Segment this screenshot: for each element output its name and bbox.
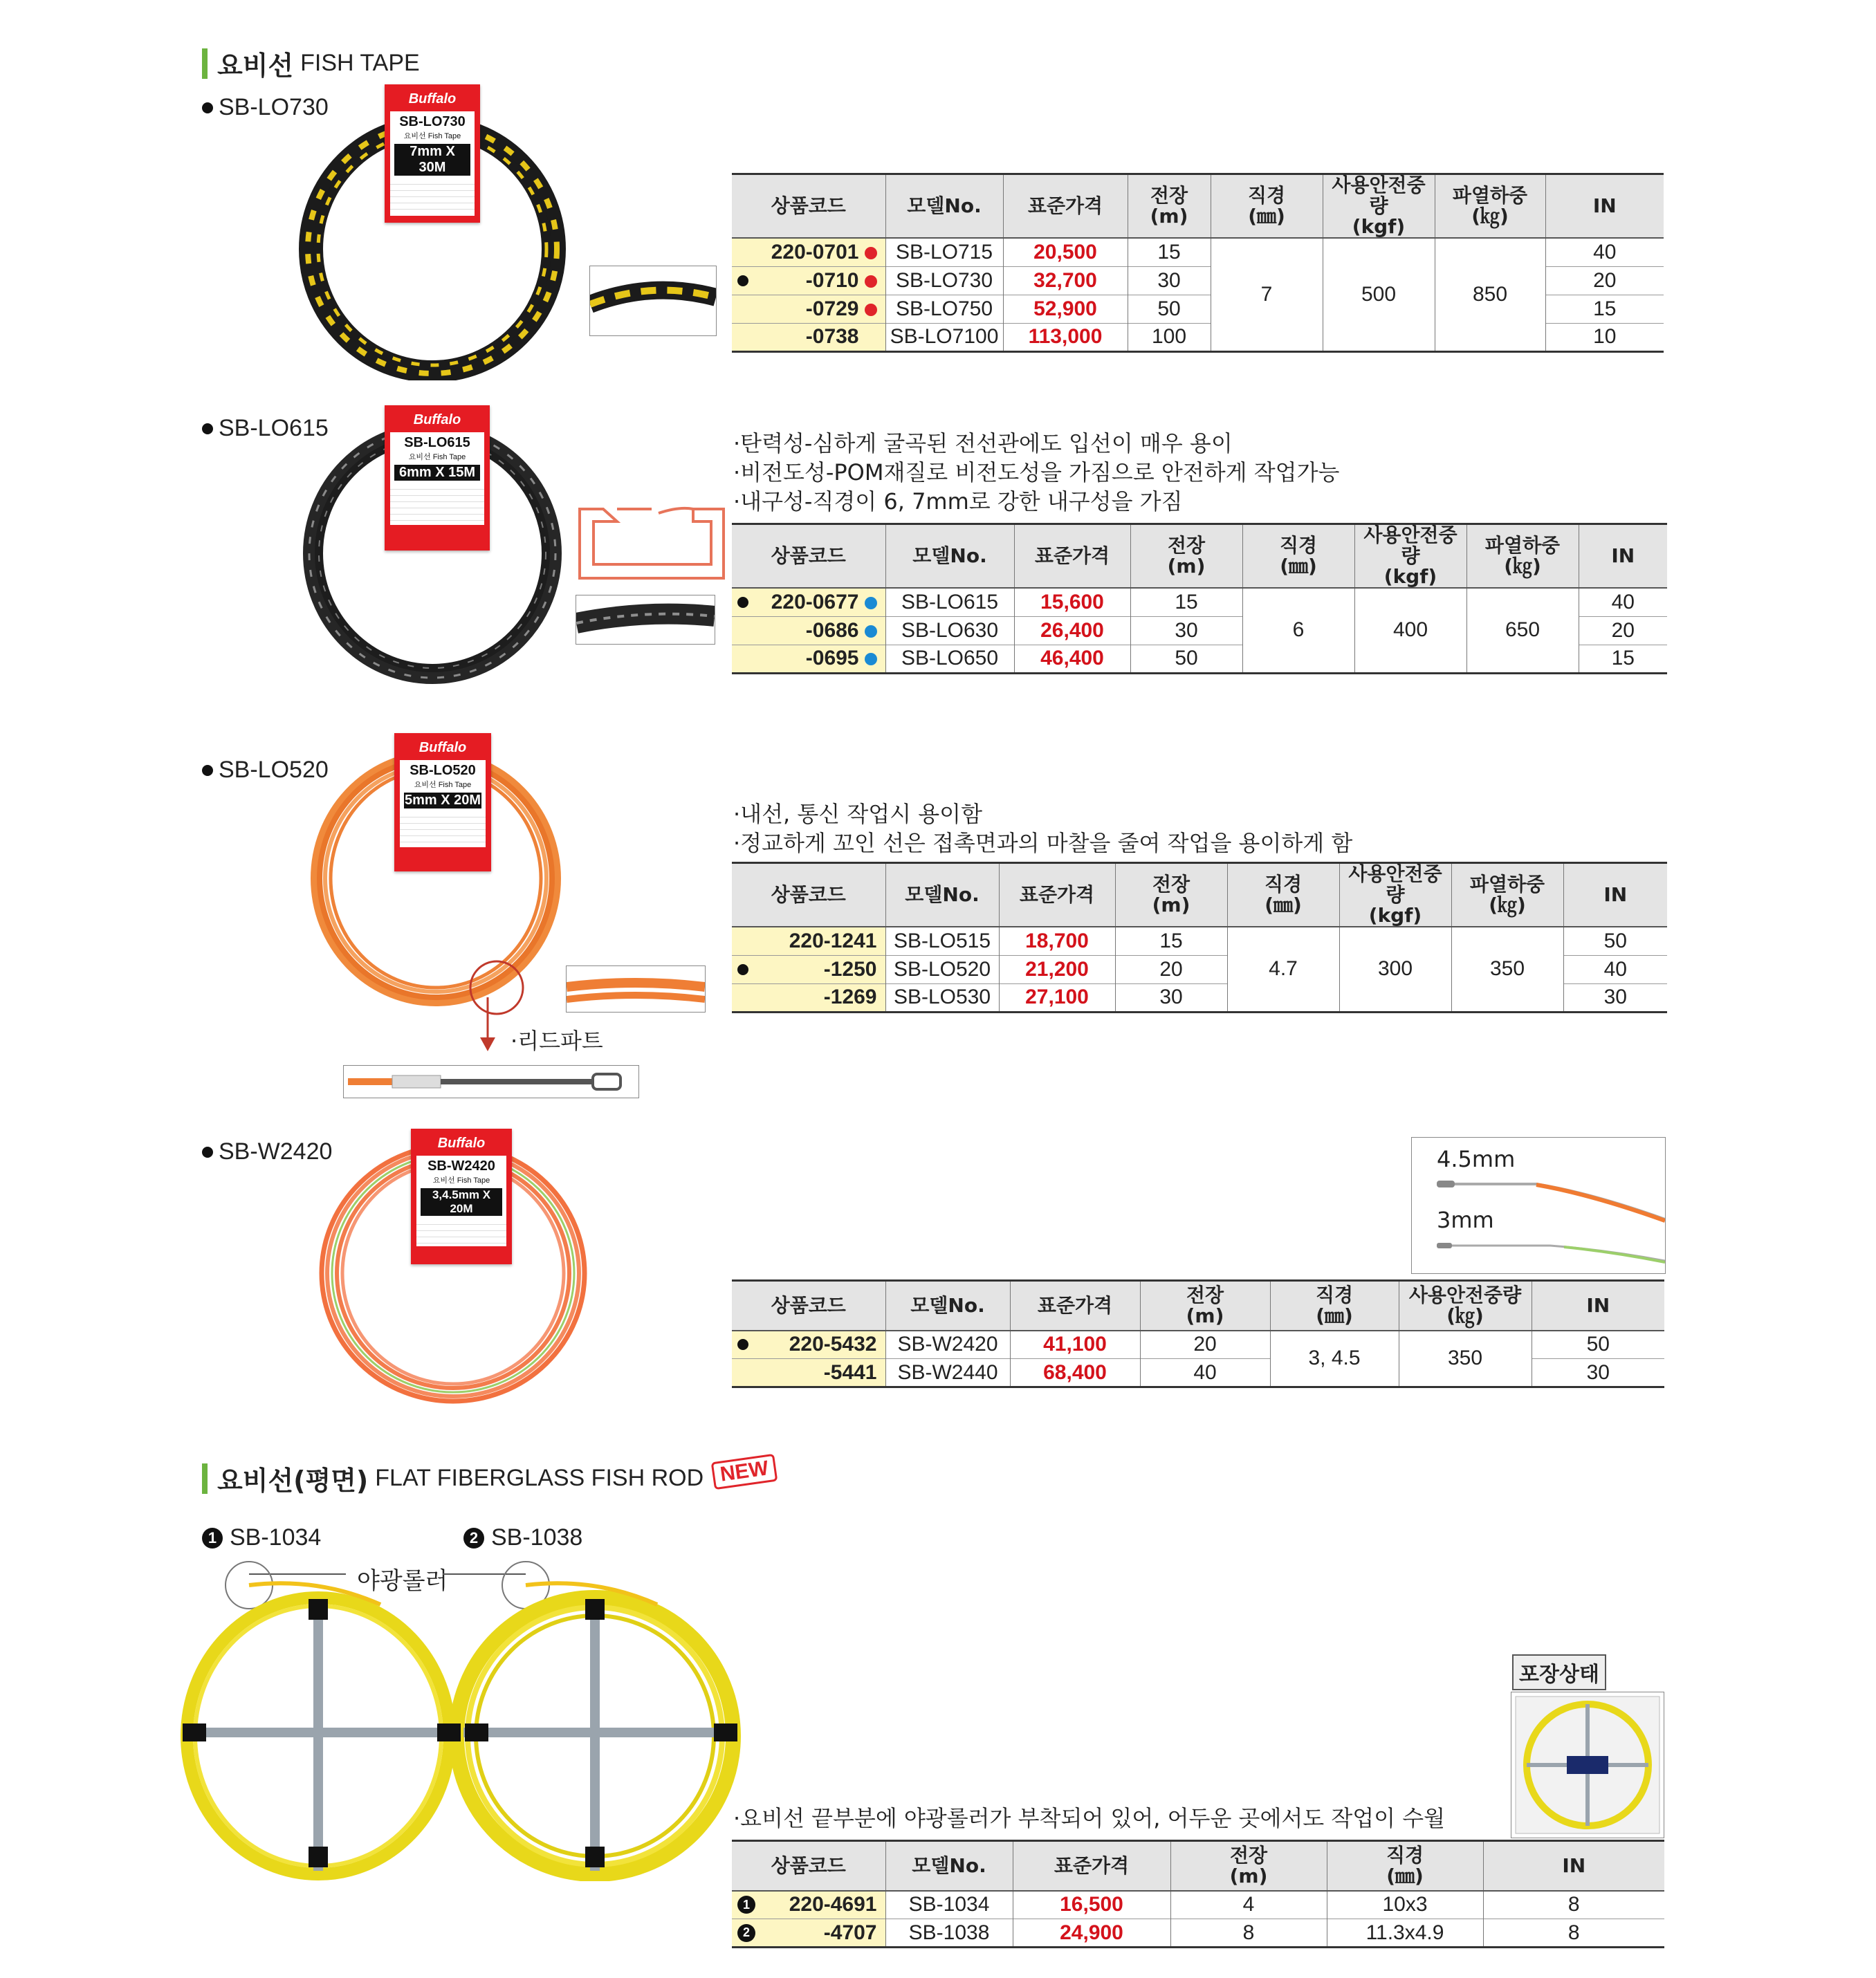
header-in: IN: [1483, 1841, 1664, 1891]
product-model: SB-1034: [230, 1524, 322, 1551]
cell-code: 1 220-4691: [732, 1891, 885, 1919]
bullet-dot: [202, 765, 213, 776]
cell-code: -1250: [732, 955, 885, 983]
cell-safe-load: 300: [1339, 927, 1451, 1012]
bullet-dot: [202, 1147, 213, 1158]
cell-model: SB-LO630: [885, 616, 1014, 645]
spec-table-lo6: [732, 523, 1667, 674]
cell-price: 27,100: [999, 983, 1115, 1012]
header-length: 전장 (m): [1170, 1841, 1327, 1891]
product-label-sb1038: [463, 1524, 582, 1551]
tag-spec-table: [416, 1219, 506, 1244]
cell-in: 20: [1545, 266, 1664, 295]
bullet-dot: [737, 597, 748, 608]
cell-length: 40: [1140, 1359, 1270, 1387]
feature-item: ·내구성-직경이 6, 7mm로 강한 내구성을 가짐: [733, 488, 1183, 515]
tag-size: 7mm X 30M: [394, 144, 470, 176]
header-in: IN: [1563, 863, 1667, 927]
header-length: 전장 (m): [1115, 863, 1227, 927]
fish-tape-black-detail-image: [576, 595, 715, 645]
cell-code: -5441: [732, 1359, 885, 1387]
tag-size: 3,4.5mm X 20M: [421, 1188, 502, 1216]
bullet-dot: [737, 1339, 748, 1350]
header-model: 모델No.: [885, 1841, 1013, 1891]
product-model: SB-LO520: [219, 757, 329, 783]
cell-in: 30: [1532, 1359, 1664, 1387]
section-title-ko: 요비선: [217, 50, 294, 81]
cell-code: -1269: [732, 983, 885, 1012]
cell-price: 20,500: [1003, 238, 1128, 266]
cell-in: 20: [1579, 616, 1667, 645]
header-length: 전장 (m): [1130, 524, 1242, 589]
header-price: 표준가격: [1003, 174, 1128, 239]
new-badge: NEW: [711, 1454, 778, 1490]
header-break-load: 파열하중 (㎏): [1466, 524, 1579, 589]
cell-code: 2 -4707: [732, 1919, 885, 1948]
cell-model: SB-W2420: [885, 1331, 1010, 1359]
tag-model: SB-LO730: [399, 114, 466, 129]
header-safe-load: 사용안전중량 (kgf): [1339, 863, 1451, 927]
w2420-tips-image: [1412, 1138, 1665, 1273]
tag-model: SB-LO520: [410, 763, 476, 778]
number-badge-1: 1: [202, 1528, 223, 1549]
cell-diameter: 4.7: [1227, 927, 1339, 1012]
red-dot-marker: [865, 304, 877, 316]
header-diameter: 직경 (㎜): [1327, 1841, 1483, 1891]
cell-price: 15,600: [1014, 588, 1130, 616]
size-label-3mm: 3mm: [1437, 1207, 1494, 1233]
cell-length: 100: [1128, 323, 1211, 351]
product-model: SB-1038: [491, 1524, 583, 1551]
tag-sub: 요비선 Fish Tape: [432, 1176, 490, 1185]
product-model: SB-LO615: [219, 415, 329, 441]
product-model: SB-LO730: [219, 94, 329, 120]
fish-tape-tip-hook-image: [576, 501, 729, 586]
section-title-en: FLAT FIBERGLASS FISH ROD: [375, 1465, 704, 1491]
cell-break-load: 650: [1466, 588, 1579, 673]
lead-part-label: ·리드파트: [511, 1028, 603, 1054]
cell-length: 50: [1128, 295, 1211, 323]
cell-price: 113,000: [1003, 323, 1128, 351]
header-code: 상품코드: [732, 863, 885, 927]
header-diameter: 직경 (㎜): [1211, 174, 1323, 239]
feature-item: ·정교하게 꼬인 선은 접촉면과의 마찰을 줄여 작업을 용이하게 함: [733, 830, 1353, 856]
spec-table-w24: [732, 1279, 1664, 1388]
cell-price: 68,400: [1010, 1359, 1140, 1387]
red-dot-marker: [865, 247, 877, 259]
spec-table-lo5: [732, 862, 1667, 1013]
cell-in: 50: [1532, 1331, 1664, 1359]
header-model: 모델No.: [885, 1281, 1010, 1331]
header-code: 상품코드: [732, 1841, 885, 1891]
tag-size: 5mm X 20M: [404, 793, 481, 808]
cell-price: 18,700: [999, 927, 1115, 955]
cell-price: 32,700: [1003, 266, 1128, 295]
cell-length: 50: [1130, 645, 1242, 673]
product-model: SB-W2420: [219, 1138, 333, 1165]
cell-in: 40: [1563, 955, 1667, 983]
cell-model: SB-LO515: [885, 927, 999, 955]
size-label-4-5mm: 4.5mm: [1437, 1146, 1516, 1172]
section-title-en: FISH TAPE: [300, 50, 420, 76]
product-tag-lo615: [385, 405, 490, 551]
header-length: 전장 (m): [1140, 1281, 1270, 1331]
cell-code: -0710: [732, 266, 885, 295]
header-in: IN: [1532, 1281, 1664, 1331]
number-badge-2: 2: [463, 1528, 484, 1549]
title-accent-bar: [202, 48, 208, 79]
cell-code: 220-5432: [732, 1331, 885, 1359]
cell-in: 10: [1545, 323, 1664, 351]
cell-length: 30: [1115, 983, 1227, 1012]
spec-table-flat: [732, 1840, 1664, 1948]
header-model: 모델No.: [885, 524, 1014, 589]
cell-model: SB-1038: [885, 1919, 1013, 1948]
cell-model: SB-LO520: [885, 955, 999, 983]
cell-length: 4: [1170, 1891, 1327, 1919]
bullet-dot: [737, 964, 748, 975]
cell-length: 30: [1130, 616, 1242, 645]
cell-in: 50: [1563, 927, 1667, 955]
header-safe-load: 사용안전중량 (㎏): [1399, 1281, 1532, 1331]
cell-break-load: 850: [1435, 238, 1545, 351]
w2420-size-inset: [1411, 1137, 1666, 1274]
cell-length: 8: [1170, 1919, 1327, 1948]
number-badge-1: 1: [737, 1896, 755, 1914]
header-length: 전장 (m): [1128, 174, 1211, 239]
cell-price: 41,100: [1010, 1331, 1140, 1359]
cell-model: SB-LO730: [885, 266, 1003, 295]
header-price: 표준가격: [1013, 1841, 1170, 1891]
header-in: IN: [1545, 174, 1664, 239]
cell-length: 20: [1140, 1331, 1270, 1359]
red-dot-marker: [865, 275, 877, 288]
cell-price: 46,400: [1014, 645, 1130, 673]
cell-in: 30: [1563, 983, 1667, 1012]
cell-break-load: 350: [1451, 927, 1563, 1012]
header-model: 모델No.: [885, 863, 999, 927]
tag-sub: 요비선 Fish Tape: [414, 781, 472, 789]
red-arrow-icon: [477, 997, 498, 1053]
section-title-fish-tape: [202, 44, 420, 82]
header-code: 상품코드: [732, 1281, 885, 1331]
brand-name: Buffalo: [413, 412, 461, 427]
brand-name: Buffalo: [437, 1136, 486, 1151]
tag-model: SB-LO615: [404, 435, 470, 450]
brand-name: Buffalo: [419, 740, 467, 755]
feature-item: ·내선, 통신 작업시 용이함: [733, 801, 982, 827]
cell-price: 24,900: [1013, 1919, 1170, 1948]
feature-list-lo5: [733, 799, 1352, 858]
cell-in: 15: [1545, 295, 1664, 323]
cell-diameter: 6: [1242, 588, 1354, 673]
tag-sub: 요비선 Fish Tape: [408, 453, 466, 461]
bullet-dot: [202, 423, 213, 434]
cell-diameter: 11.3x4.9: [1327, 1919, 1483, 1948]
product-tag-w2420: [411, 1129, 512, 1264]
header-safe-load: 사용안전중량 (kgf): [1354, 524, 1466, 589]
cell-length: 15: [1130, 588, 1242, 616]
fish-tape-yellow-detail-image: [589, 266, 717, 336]
cell-code: 220-0701: [732, 238, 885, 266]
cell-in: 40: [1579, 588, 1667, 616]
cell-price: 26,400: [1014, 616, 1130, 645]
cell-diameter: 3, 4.5: [1270, 1331, 1399, 1387]
cell-model: SB-LO530: [885, 983, 999, 1012]
header-model: 모델No.: [885, 174, 1003, 239]
bullet-dot: [737, 275, 748, 286]
tag-size: 6mm X 15M: [394, 465, 480, 481]
header-price: 표준가격: [999, 863, 1115, 927]
brand-name: Buffalo: [408, 91, 457, 107]
cell-model: SB-LO7100: [885, 323, 1003, 351]
cell-length: 30: [1128, 266, 1211, 295]
header-break-load: 파열하중 (㎏): [1451, 863, 1563, 927]
bullet-dot: [202, 102, 213, 113]
cell-safe-load: 400: [1354, 588, 1466, 673]
cell-model: SB-LO750: [885, 295, 1003, 323]
product-label-sb1034: [202, 1524, 321, 1551]
feature-list-lo6: [733, 429, 1339, 516]
tag-spec-table: [390, 483, 484, 522]
cell-code: 220-1241: [732, 927, 885, 955]
header-diameter: 직경 (㎜): [1227, 863, 1339, 927]
cell-safe-load: 350: [1399, 1331, 1532, 1387]
tag-model: SB-W2420: [427, 1158, 495, 1174]
package-image: [1511, 1692, 1664, 1838]
package-label: 포장상태: [1512, 1654, 1606, 1690]
product-tag-lo520: [394, 733, 491, 871]
fish-tape-orange-detail-image: [566, 965, 706, 1013]
tag-spec-table: [390, 178, 475, 213]
section-title-flat-fish-rod: [202, 1459, 704, 1497]
cell-in: 8: [1483, 1891, 1664, 1919]
cell-length: 15: [1128, 238, 1211, 266]
lead-part-image: [343, 1065, 639, 1098]
cell-price: 16,500: [1013, 1891, 1170, 1919]
cell-code: 220-0677: [732, 588, 885, 616]
feature-item-flat: ·요비선 끝부분에 야광롤러가 부착되어 있어, 어두운 곳에서도 작업이 수월: [733, 1805, 1446, 1831]
cell-code: -0738: [732, 323, 885, 351]
cell-price: 52,900: [1003, 295, 1128, 323]
cell-model: SB-W2440: [885, 1359, 1010, 1387]
glow-roller-label: 야광롤러: [354, 1562, 450, 1596]
cell-model: SB-LO715: [885, 238, 1003, 266]
blue-dot-marker: [865, 597, 877, 609]
feature-item: ·탄력성-심하게 굴곡된 전선관에도 입선이 매우 용이: [733, 430, 1233, 456]
header-code: 상품코드: [732, 174, 885, 239]
cell-code: -0686: [732, 616, 885, 645]
cell-diameter: 7: [1211, 238, 1323, 351]
cell-code: -0695: [732, 645, 885, 673]
header-safe-load: 사용안전중량 (kgf): [1323, 174, 1435, 239]
header-price: 표준가격: [1014, 524, 1130, 589]
cell-diameter: 10x3: [1327, 1891, 1483, 1919]
tag-sub: 요비선 Fish Tape: [403, 132, 461, 140]
cell-in: 40: [1545, 238, 1664, 266]
header-diameter: 직경 (㎜): [1270, 1281, 1399, 1331]
cell-in: 15: [1579, 645, 1667, 673]
section-title-ko: 요비선(평면): [217, 1466, 369, 1496]
header-price: 표준가격: [1010, 1281, 1140, 1331]
cell-in: 8: [1483, 1919, 1664, 1948]
header-code: 상품코드: [732, 524, 885, 589]
product-tag-lo730: [385, 84, 480, 223]
tag-spec-table: [400, 811, 486, 844]
header-break-load: 파열하중 (㎏): [1435, 174, 1545, 239]
flat-fish-rod-coils-image: [180, 1556, 761, 1881]
blue-dot-marker: [865, 653, 877, 665]
cell-model: SB-LO615: [885, 588, 1014, 616]
cell-code: -0729: [732, 295, 885, 323]
cell-length: 15: [1115, 927, 1227, 955]
cell-safe-load: 500: [1323, 238, 1435, 351]
cell-model: SB-LO650: [885, 645, 1014, 673]
cell-price: 21,200: [999, 955, 1115, 983]
cell-length: 20: [1115, 955, 1227, 983]
feature-item: ·비전도성-POM재질로 비전도성을 가짐으로 안전하게 작업가능: [733, 459, 1340, 486]
title-accent-bar: [202, 1463, 208, 1494]
header-in: IN: [1579, 524, 1667, 589]
spec-table-lo7: [732, 173, 1664, 353]
cell-model: SB-1034: [885, 1891, 1013, 1919]
header-diameter: 직경 (㎜): [1242, 524, 1354, 589]
blue-dot-marker: [865, 625, 877, 638]
number-badge-2: 2: [737, 1924, 755, 1942]
